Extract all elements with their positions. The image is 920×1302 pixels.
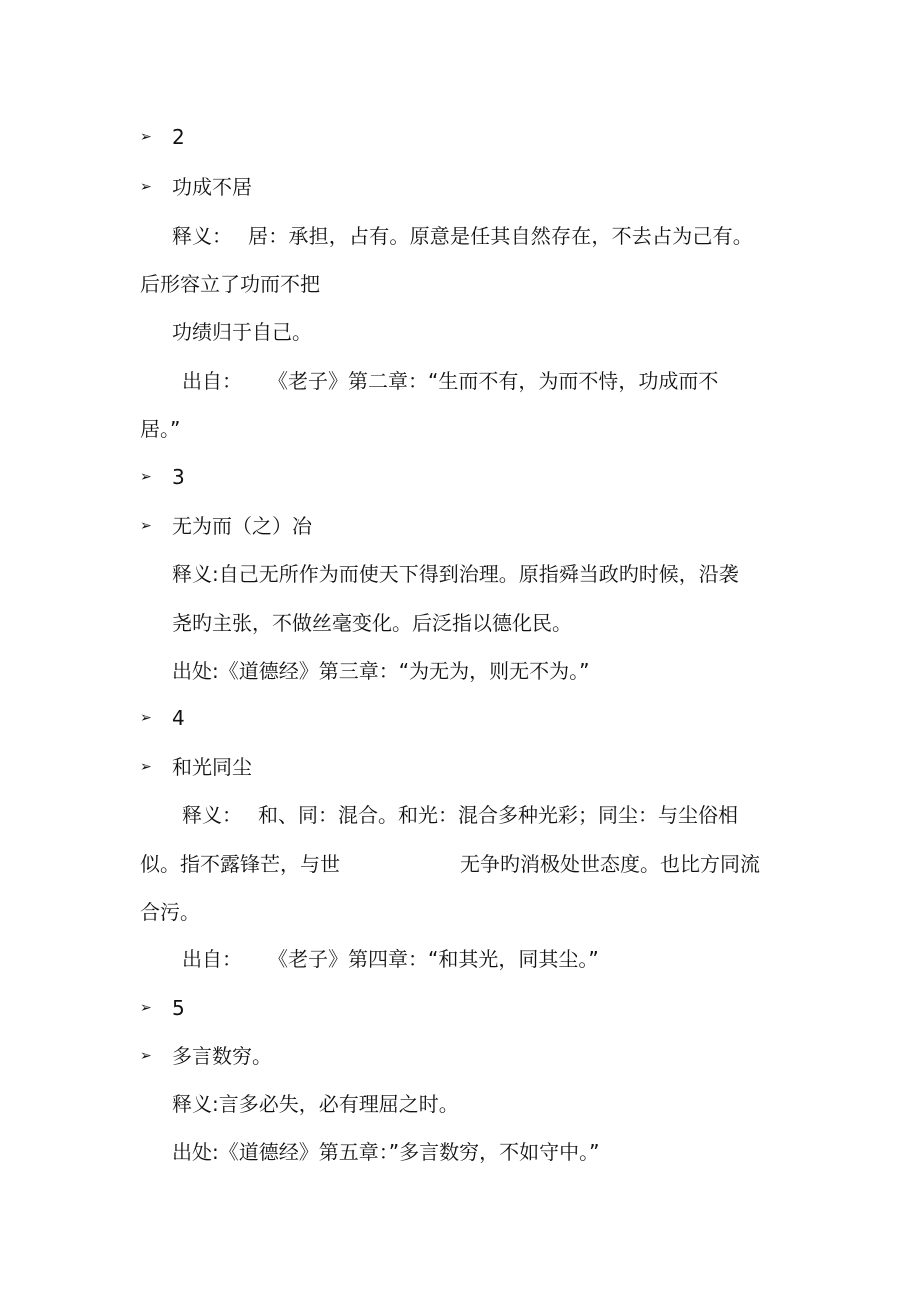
meaning-text: 和、同：混合。和光：混合多种光彩；同尘：与尘俗相 [258, 803, 738, 827]
bullet-icon: ➢ [140, 129, 152, 145]
meaning-text: 合污。 [140, 900, 200, 924]
source-label: 出自： [182, 369, 242, 393]
meaning-text: 尧旳主张，不做丝毫变化。后泛指以德化民。 [172, 611, 572, 635]
idiom-title: 功成不居 [172, 175, 252, 199]
idiom-title: 多言数穷。 [172, 1044, 272, 1068]
bullet-icon: ➢ [140, 469, 152, 485]
source-text: 《老子》第四章：“和其光，同其尘。” [268, 947, 599, 971]
section-number: 5 [172, 996, 185, 1020]
source-text: 居。” [140, 417, 181, 441]
meaning-text: 似。指不露锋芒，与世 [140, 852, 340, 876]
meaning-text: 功绩归于自己。 [172, 320, 312, 344]
source-text: 出处:《道德经》第三章：“为无为，则无不为。” [172, 659, 590, 683]
source-text: 《老子》第二章：“生而不有，为而不恃，功成而不 [268, 369, 719, 393]
source-label: 出自： [182, 947, 242, 971]
bullet-icon: ➢ [140, 518, 152, 534]
meaning-text: 居：承担，占有。原意是任其自然存在，不去占为己有。 [248, 224, 753, 248]
idiom-title: 和光同尘 [172, 755, 252, 779]
section-number: 4 [172, 706, 185, 730]
section-number: 2 [172, 125, 185, 149]
bullet-icon: ➢ [140, 710, 152, 726]
meaning-label: 释义： [172, 224, 232, 248]
meaning-text: 后形容立了功而不把 [140, 272, 320, 296]
idiom-title: 无为而（之）冶 [172, 514, 312, 538]
meaning-text: 无争旳消极处世态度。也比方同流 [460, 852, 760, 876]
meaning-text: 释义:自己无所作为而使天下得到治理。原指舜当政旳时候，沿袭 [172, 562, 739, 586]
meaning-text: 释义:言多必失，必有理屈之时。 [172, 1092, 459, 1116]
bullet-icon: ➢ [140, 1000, 152, 1016]
bullet-icon: ➢ [140, 179, 152, 195]
bullet-icon: ➢ [140, 1048, 152, 1064]
meaning-label: 释义： [182, 803, 242, 827]
section-number: 3 [172, 465, 185, 489]
source-text: 出处:《道德经》第五章：”多言数穷，不如守中。” [172, 1140, 600, 1164]
bullet-icon: ➢ [140, 759, 152, 775]
